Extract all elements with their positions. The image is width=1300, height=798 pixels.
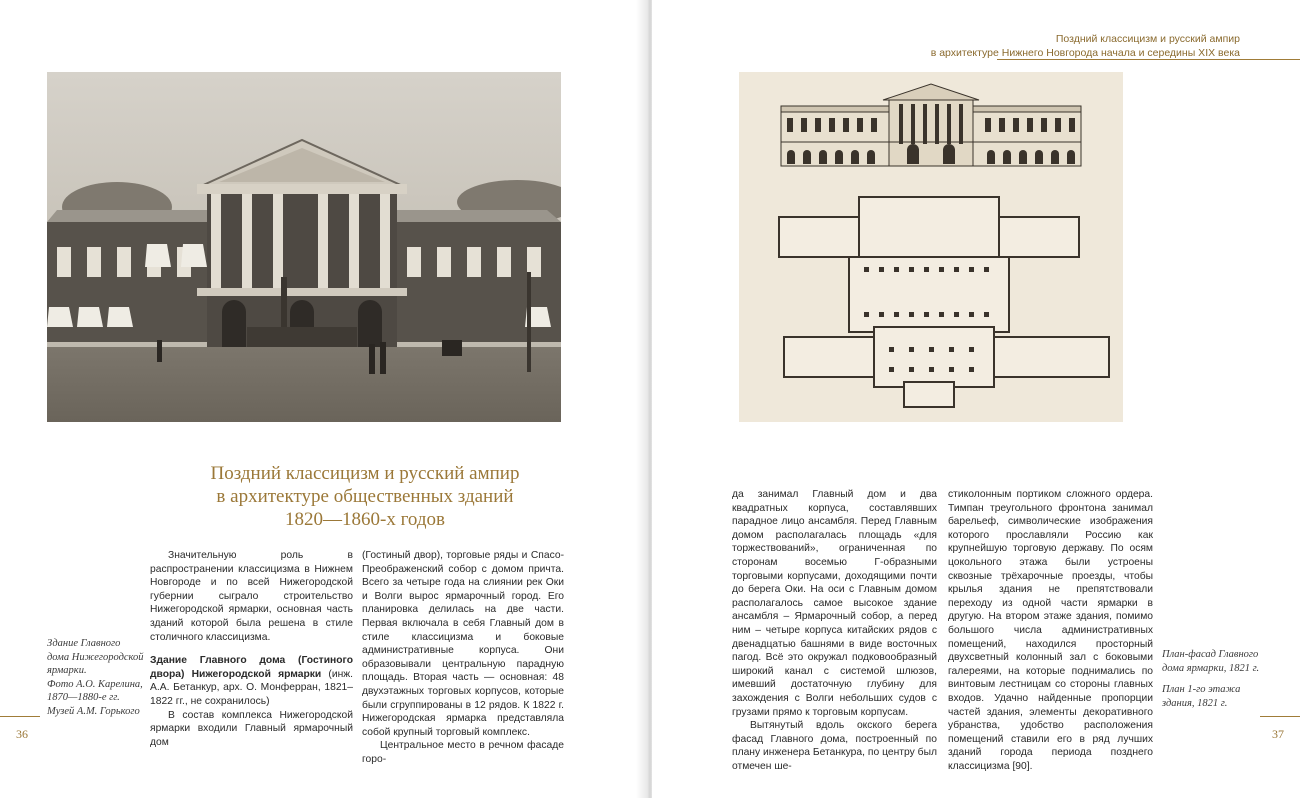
caption-line: здания, 1821 г. (1162, 697, 1228, 709)
paragraph: В состав комплекса Нижегородской ярмарки входили Главный ярмарочный дом (150, 709, 353, 748)
historic-photo (47, 72, 561, 422)
caption-line: План-фасад Главного (1162, 649, 1259, 660)
running-header (931, 32, 1240, 60)
drawing-captions (1162, 648, 1272, 718)
paragraph: (Гостиный двор), торговые ряды и Спасо-Преображенский собор с домом причта. Всего за четыре года на слиянии рек Оки и Волги вырос ярмарочный город. Его планировка делилась на две части. Первая включала в себя Главный дом в стиле классицизма и боковые административные корпуса. Они образовывали центральную парадную площадь. Вторая часть — основная: 48 двухэтажных торговых корпусов, которые были сгруппированы в 12 рядов. К 1822 г. Нижегородская ярмарка представляла собой крупный торговый комплекс. (362, 550, 564, 738)
text-column-4 (948, 488, 1153, 773)
caption-line: Фото А.О. Карелина, (47, 678, 143, 690)
header-rule (997, 59, 1300, 60)
paragraph-heading (150, 654, 353, 708)
text-column-2 (362, 549, 564, 767)
footer-rule (0, 716, 40, 717)
paragraph: Вытянутый вдоль окского берега фасад Главного дома, построенный по плану инженера Бетанкура, по центру был отмечен ше- (732, 720, 937, 772)
paragraph: Значительную роль в распространении классицизма в Нижнем Новгороде и по всей Нижегородской губернии сыграло строительство Нижегородской ярмарки, основная часть зданий которой была решена в стиле столичного классицизма. (150, 550, 353, 643)
photo-illustration (47, 72, 561, 422)
title-line-2: в архитектуре общественных зданий (216, 486, 514, 507)
caption-line: План 1-го этажа (1162, 684, 1241, 696)
paragraph: стиколонным портиком сложного ордера. Тимпан треугольного фронтона занимал барельеф, символические изображения которого прославляли Россию как крупнейшую торговую державу. По осям цокольного этажа были устроены сквозные трёхарочные проезды, чтобы крылья здания не препятствовали переходу из одной части ярмарки в другую. На втором этаже здания, помимо большого числа административных помещений, находился просторный двухсветный колонный зал с боковыми галереями, на которые поднимались по винтовым лестницам со стороны главных входов. Удачно найденные пропорции частей здания, элементы декоративного убранства, удобство расположения помещений ставили его в ряд лучших зданий города периода позднего классицизма [90]. (948, 489, 1153, 772)
article-title (165, 462, 565, 531)
text-column-1 (150, 549, 353, 749)
caption-line: ярмарки. (47, 665, 87, 677)
subheading-note: (инж. А.А. Бетанкур, арх. О. Монферран, 1821–1822 гг., не сохранилось) (150, 668, 354, 707)
running-header-line: в архитектуре Нижнего Новгорода начала и середины XIX века (930, 47, 1240, 59)
paragraph: да занимал Главный дом и два квадратных корпуса, составлявших парадное лицо ансамбля. Перед Главным домом располагалась площадь «для торжествований», ограниченная по сторонам восемью Г-образными торговыми корпусами, доходящими почти до берега Оки. На оси с Главным домом располагалось самое высокое здание ансамбля – Ярмарочный собор, а перед ним – четыре корпуса китайских рядов с двенадцатью башнями в виде восточных пагод. Всё это окружал подковообразный широкий канал с системой шлюзов, имевший достаточную глубину для захождения с Волги небольших судов с грузами прямо к торговым корпусам. (732, 489, 937, 718)
caption-line: дома ярмарки, 1821 г. (1162, 662, 1260, 674)
title-line-3: 1820—1860-х годов (285, 509, 445, 530)
running-header-line: Поздний классицизм и русский ампир (1055, 33, 1240, 45)
caption-facade (1162, 648, 1272, 675)
paragraph: Центральное место в речном фасаде горо- (362, 740, 564, 765)
page-number: 37 (1272, 727, 1284, 741)
architectural-drawing (739, 72, 1123, 422)
photo-caption (47, 637, 147, 719)
left-page (0, 0, 648, 798)
page-number: 36 (16, 727, 28, 741)
caption-plan (1162, 683, 1272, 710)
subheading: Здание Главного дома (Гостиного двора) Нижегородской ярмарки (150, 655, 353, 680)
facade-and-plan-illustration (739, 72, 1123, 422)
caption-line: 1870—1880-е гг. (47, 692, 120, 704)
footer-rule (1260, 716, 1300, 717)
caption-line: Музей А.М. Горького (47, 705, 140, 717)
title-line-1: Поздний классицизм и русский ампир (210, 463, 520, 484)
caption-line: дома Нижегородской (47, 651, 144, 663)
right-page (652, 0, 1300, 798)
text-column-3 (732, 488, 937, 773)
caption-line: Здание Главного (47, 638, 121, 649)
